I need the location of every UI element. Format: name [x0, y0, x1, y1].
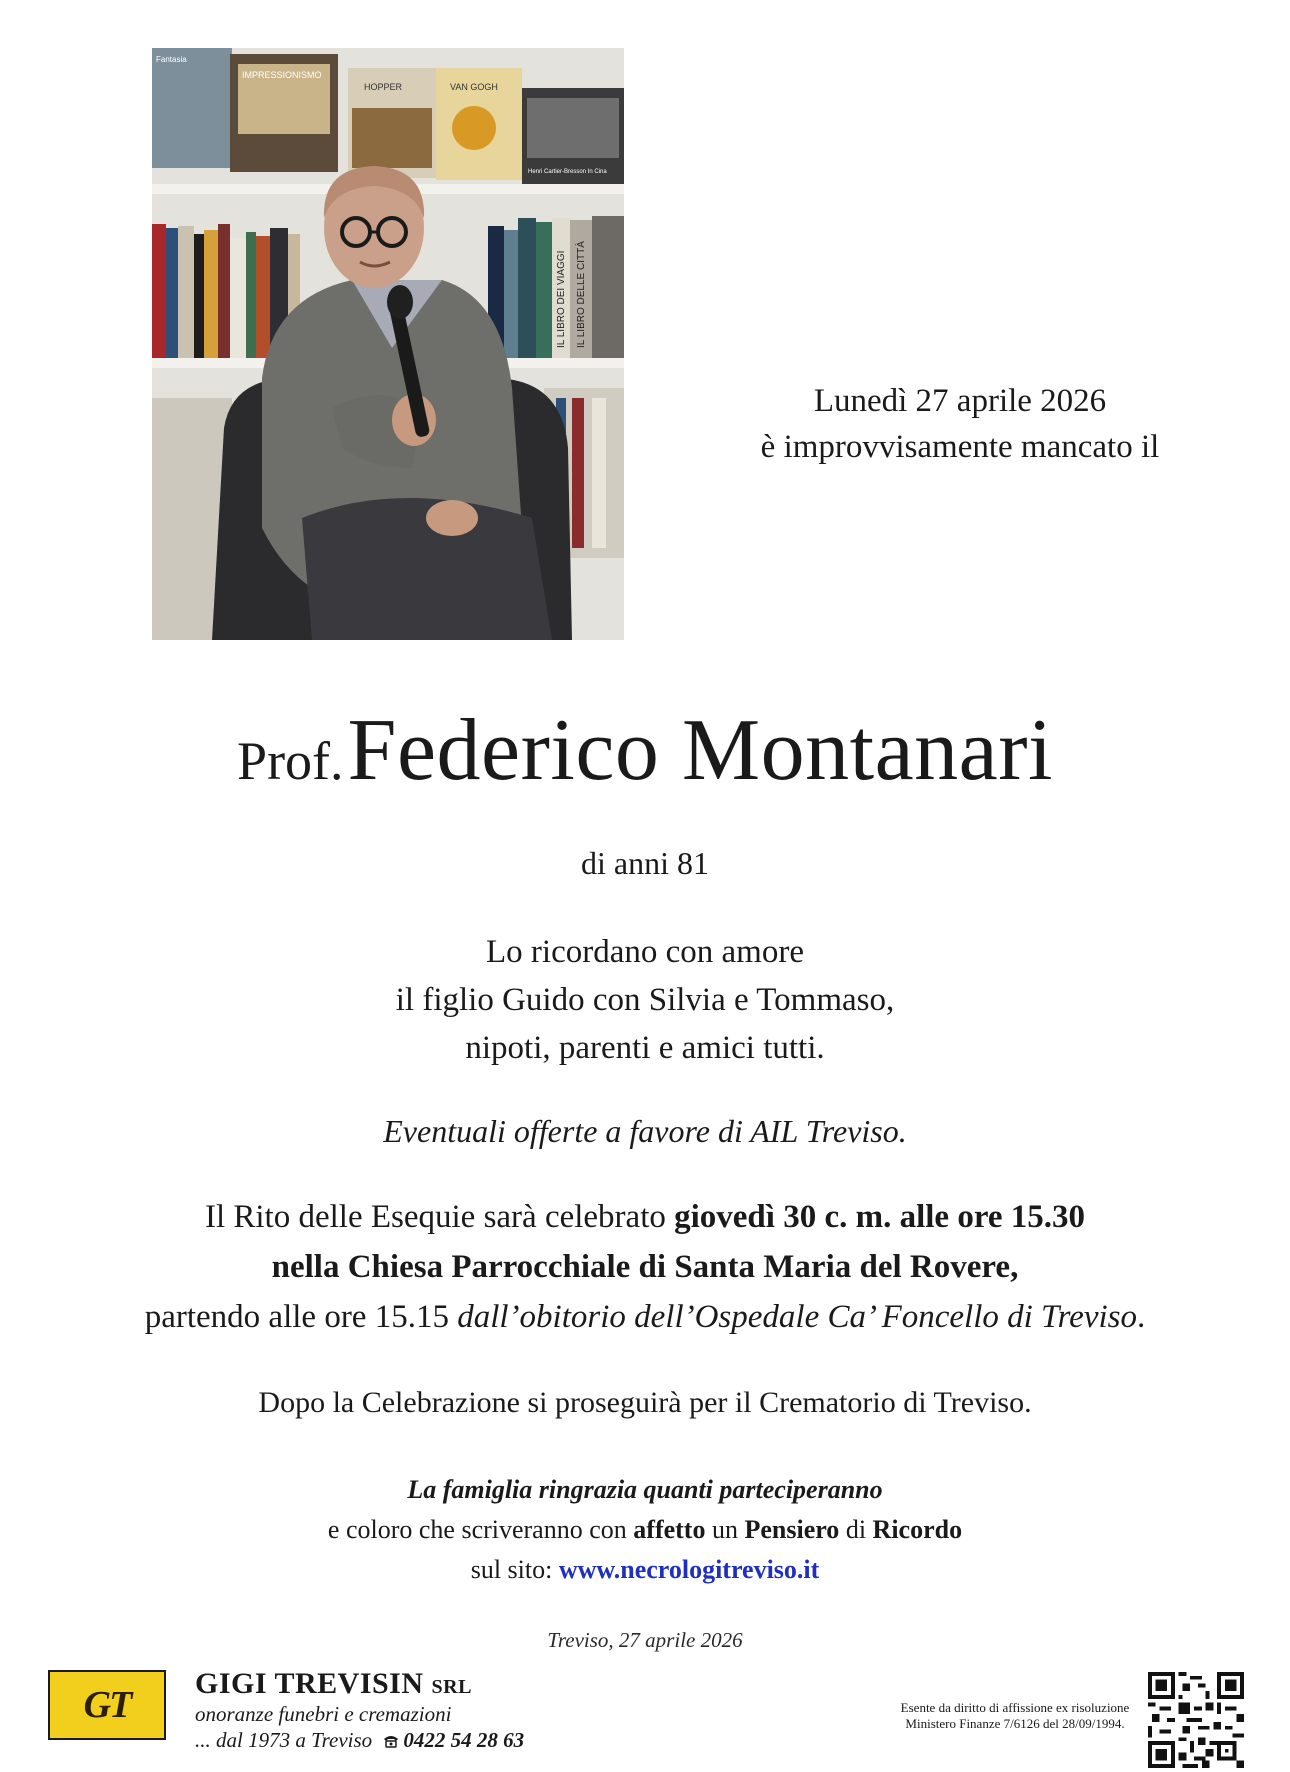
funeral-departure-place: dall’obitorio dell’Ospedale Ca’ Foncello di Treviso — [457, 1299, 1137, 1335]
book-spine-1: IL LIBRO DELLE CITTÀ — [576, 241, 587, 348]
book-title-4: Henri Cartier-Bresson In Cina — [528, 169, 607, 175]
offers-note: Eventuali offerte a favore di AIL Treviso. — [383, 1113, 907, 1149]
place-date: Treviso, 27 aprile 2026 — [547, 1628, 743, 1652]
company-suffix: SRL — [431, 1676, 472, 1698]
book-title-1: IMPRESSIONISMO — [242, 70, 322, 80]
site-label: sul sito: — [470, 1555, 559, 1584]
thanks-text-e: di — [839, 1515, 873, 1544]
company-since: ... dal 1973 a Treviso — [195, 1728, 373, 1752]
company-logo — [48, 1670, 166, 1740]
logo-text: GT — [83, 1684, 131, 1726]
exemption-note — [870, 1700, 1160, 1732]
thanks-text-a: e coloro che scriveranno con — [327, 1515, 634, 1544]
exemption-line-1: Esente da diritto di affissione ex risoluzione — [900, 1700, 1130, 1715]
funeral-line-2 — [0, 1242, 1290, 1292]
company-phone: 0422 54 28 63 — [403, 1728, 525, 1752]
book-title-3: VAN GOGH — [450, 82, 498, 92]
thanks-text-affetto: affetto — [633, 1515, 706, 1544]
portrait-illustration — [152, 48, 624, 640]
thanks-line-3 — [0, 1550, 1290, 1590]
thanks-text-c: un — [705, 1515, 745, 1544]
deceased-name-line — [0, 700, 1290, 801]
remember-line-2: il figlio Guido con Silvia e Tommaso, — [395, 982, 895, 1018]
company-tagline: onoranze funebri e cremazioni — [195, 1702, 452, 1726]
book-spine-2: IL LIBRO DEI VIAGGI — [556, 250, 567, 348]
intro-sentence: è improvvisamente mancato il — [760, 429, 1160, 465]
funeral-line-1 — [0, 1192, 1290, 1242]
phone-icon — [383, 1734, 399, 1748]
book-title-2: HOPPER — [364, 82, 403, 92]
remember-line-3: nipoti, parenti e amici tutti. — [465, 1030, 825, 1066]
exemption-line-2: Ministero Finanze 7/6126 del 28/09/1994. — [905, 1716, 1125, 1731]
thanks-block — [0, 1470, 1290, 1590]
intro-date: Lunedì 27 aprile 2026 — [813, 383, 1107, 419]
thanks-text-ricordo: Ricordo — [872, 1515, 963, 1544]
remember-block — [0, 928, 1290, 1072]
portrait-photo — [152, 48, 624, 640]
thanks-line-2 — [0, 1510, 1290, 1550]
funeral-rite-text: Il Rito delle Esequie sarà celebrato — [204, 1199, 675, 1235]
deceased-age: di anni 81 — [581, 845, 709, 881]
website-link[interactable]: www.necrologitreviso.it — [558, 1555, 820, 1584]
funeral-line-3 — [0, 1292, 1290, 1342]
book-title-0: Fantasia — [156, 55, 187, 64]
thanks-text-pensiero: Pensiero — [744, 1515, 840, 1544]
after-celebration-note: Dopo la Celebrazione si proseguirà per il Crematorio di Treviso. — [258, 1386, 1032, 1419]
funeral-departure-time: partendo alle ore 15.15 — [144, 1299, 458, 1335]
deceased-title: Prof. — [237, 731, 344, 791]
deceased-name: Federico Montanari — [347, 702, 1053, 799]
company-name: GIGI TREVISIN — [195, 1667, 424, 1700]
company-info — [195, 1667, 615, 1753]
funeral-date-time: giovedì 30 c. m. alle ore 15.30 — [674, 1199, 1086, 1235]
funeral-period: . — [1137, 1299, 1146, 1335]
company-since-line — [195, 1727, 615, 1753]
remember-line-1: Lo ricordano con amore — [486, 934, 804, 970]
intro-text — [700, 378, 1220, 470]
thanks-line-1: La famiglia ringrazia quanti parteciperanno — [407, 1475, 883, 1504]
qr-code[interactable] — [1148, 1672, 1244, 1768]
funeral-details — [0, 1192, 1290, 1342]
company-name-line — [195, 1667, 615, 1701]
funeral-church: nella Chiesa Parrocchiale di Santa Maria del Rovere, — [271, 1249, 1019, 1285]
